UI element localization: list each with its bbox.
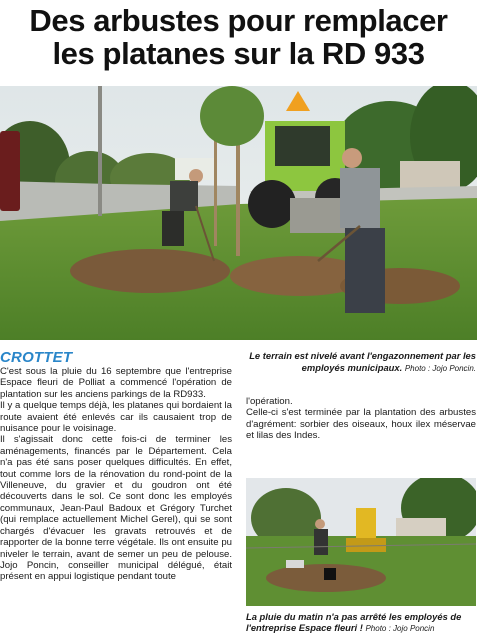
caption-main-text: Le terrain est nivelé avant l'engazonnement par les employés municipaux. bbox=[249, 350, 476, 373]
kicker-location: CROTTET bbox=[0, 349, 73, 366]
continuation-paragraph: Celle-ci s'est terminée par la plantation des arbustes d'agrément: sorbier des oiseaux, houx ilex méservae et lilas des Indes. bbox=[246, 407, 476, 442]
paragraph-1: C'est sous la pluie du 16 septembre que l'entreprise Espace fleuri de Polliat a commencé l'opération de plantation sur les anciens parkings de la RD933. bbox=[0, 366, 232, 400]
caption-main-credit: Photo : Jojo Poncin. bbox=[404, 363, 476, 373]
paragraph-3: Il s'agissait donc cette fois-ci de terminer les aménagements, financés par le Département. Cela n'a pas été sans poser quelques difficultés. En effet, tout comme lors de la rénovation du rond-point de la Villeneuve, du gravier et du goudron ont été découverts dans le sol. Ce sont donc les employés communaux, Jean-Paul Badoux et Grégory Turchet (qui remplace actuellement Michel Gerel), qui se sont chargés d'évacuer les gravats retrouvés et de rapporter de la bonne terre végétale. Ils ont ensuite pu niveler le terrain, avant de semer un peu de pelouse. Jojo Poncin, conseiller municipal délégué, était présent en appui logistique pendant toute bbox=[0, 434, 232, 583]
continuation-line-1: l'opération. bbox=[246, 396, 293, 407]
article-continuation bbox=[246, 396, 476, 442]
caption-main-photo bbox=[246, 350, 476, 374]
main-photo bbox=[0, 86, 477, 340]
secondary-photo bbox=[246, 478, 476, 606]
headline-line-1: Des arbustes pour remplacer bbox=[29, 3, 448, 38]
paragraph-2: Il y a quelque temps déjà, les platanes qui bordaient la route avaient été enlevés car ils causaient trop de nuisance pour le voisinage. bbox=[0, 400, 232, 435]
caption-secondary-text: La pluie du matin n'a pas arrêté les employés de l'entreprise Espace fleuri ! bbox=[246, 611, 462, 634]
caption-secondary-credit: Photo : Jojo Poncin bbox=[365, 624, 435, 634]
article-body bbox=[0, 350, 232, 583]
headline-line-2: les platanes sur la RD 933 bbox=[52, 36, 425, 71]
headline bbox=[0, 4, 477, 70]
caption-secondary-photo bbox=[246, 611, 476, 635]
